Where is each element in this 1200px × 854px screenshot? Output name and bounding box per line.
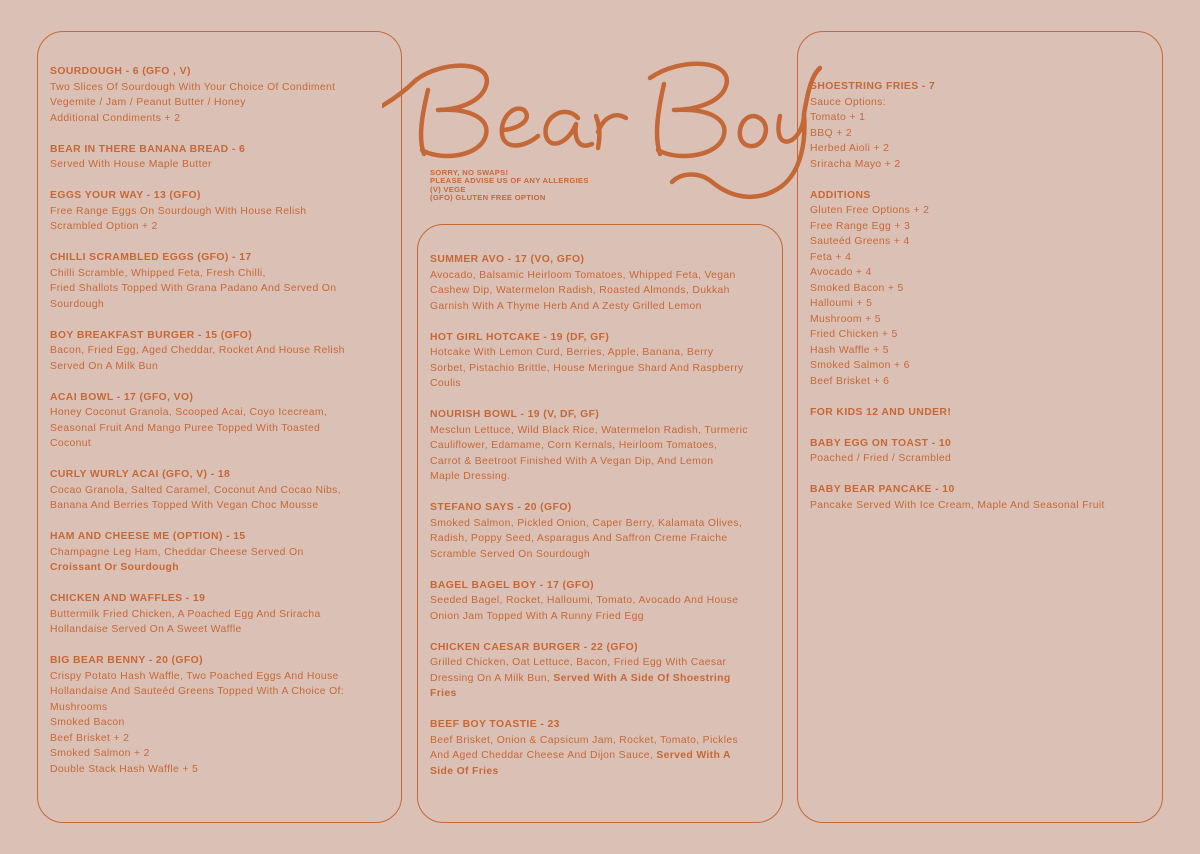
menu-item-description [50, 715, 390, 731]
menu-item-title: ADDITIONS [810, 189, 871, 201]
menu-item-description [430, 748, 775, 764]
description-text: Smoked Bacon [50, 717, 125, 728]
menu-item-description [50, 219, 390, 235]
description-text: Scramble Served On Sourdough [430, 548, 590, 560]
description-text: BBQ + 2 [810, 127, 853, 139]
menu-item-description [810, 141, 1150, 157]
menu-item-description [50, 731, 390, 747]
description-text: Cocao Granola, Salted Caramel, Coconut And Cocao Nibs, [50, 484, 341, 496]
menu-item [430, 252, 775, 314]
menu-item [50, 188, 390, 235]
menu-item-title: BOY BREAKFAST BURGER - 15 (GFO) [50, 329, 253, 341]
menu-item-description [810, 327, 1150, 343]
description-text: Sriracha Mayo + 2 [810, 158, 901, 170]
menu-item [810, 482, 1150, 513]
menu-item-description [50, 545, 390, 561]
menu-item [50, 142, 390, 173]
menu-item-title: SHOESTRING FRIES - 7 [810, 81, 936, 92]
menu-item [430, 640, 775, 702]
right-menu-column [810, 79, 1150, 529]
menu-item-description [430, 469, 775, 485]
middle-menu-column [430, 252, 775, 795]
menu-item-description [50, 607, 390, 623]
menu-item-description [810, 126, 1150, 142]
menu-item-description [50, 157, 390, 173]
menu-item-title: SUMMER AVO - 17 (VO, GFO) [430, 254, 585, 265]
menu-item-description [810, 157, 1150, 173]
menu-item-description [810, 281, 1150, 297]
description-text: Scrambled Option + 2 [50, 221, 158, 232]
menu-item-description [430, 671, 775, 687]
menu-item-description [810, 110, 1150, 126]
description-text: Herbed Aioli + 2 [810, 143, 890, 154]
menu-item-description [810, 265, 1150, 281]
menu-item-title: ACAI BOWL - 17 (GFO, VO) [50, 391, 194, 403]
menu-item-title: SOURDOUGH - 6 (GFO , V) [50, 66, 191, 77]
menu-item-title: EGGS YOUR WAY - 13 (GFO) [50, 190, 201, 201]
menu-item-description [50, 560, 390, 576]
description-text: Hash Waffle + 5 [810, 344, 889, 356]
menu-item-description [50, 436, 390, 452]
description-text: Tomato + 1 [810, 112, 866, 123]
menu-item-description [50, 700, 390, 716]
description-text: Smoked Salmon + 6 [810, 360, 910, 371]
description-text: Poached / Fried / Scrambled [810, 453, 952, 464]
menu-item-title: CHICKEN AND WAFFLES - 19 [50, 593, 206, 604]
menu-item [50, 591, 390, 638]
menu-item-description [430, 361, 775, 377]
description-text: Double Stack Hash Waffle + 5 [50, 763, 199, 775]
menu-item-title: HAM AND CHEESE ME (OPTION) - 15 [50, 531, 246, 542]
menu-item-title: BIG BEAR BENNY - 20 (GFO) [50, 655, 203, 666]
menu-item-description [430, 686, 775, 702]
description-text: Two Slices Of Sourdough With Your Choice Of Condiment [50, 81, 336, 93]
menu-item-description [50, 405, 390, 421]
menu-item [430, 717, 775, 779]
menu-item-description [430, 609, 775, 625]
menu-item-title: CHICKEN CAESAR BURGER - 22 (GFO) [430, 641, 638, 653]
menu-item-title: FOR KIDS 12 AND UNDER! [810, 406, 952, 418]
menu-item-title: BEAR IN THERE BANANA BREAD - 6 [50, 143, 246, 155]
menu-item-description [430, 345, 775, 361]
menu-item-description [810, 203, 1150, 219]
description-text: Buttermilk Fried Chicken, A Poached Egg And Sriracha [50, 608, 321, 620]
menu-item-description [430, 764, 775, 780]
menu-item-description [50, 622, 390, 638]
menu-item-description [810, 343, 1150, 359]
menu-item-description [430, 547, 775, 563]
menu-item-description [430, 733, 775, 749]
description-text: Grilled Chicken, Oat Lettuce, Bacon, Fried Egg With Caesar [430, 657, 727, 668]
menu-item-title: HOT GIRL HOTCAKE - 19 (DF, GF) [430, 331, 610, 343]
description-text: Garnish With A Thyme Herb And A Zesty Grilled Lemon [430, 300, 702, 312]
menu-item-description [50, 297, 390, 313]
description-text: Served With House Maple Butter [50, 159, 212, 170]
menu-item-description [430, 516, 775, 532]
description-text: Hollandaise And Sauteéd Greens Topped With A Choice Of: [50, 686, 345, 697]
menu-item [50, 250, 390, 312]
menu-item-description [430, 283, 775, 299]
notice-line: (GFO) GLUTEN FREE OPTION [430, 193, 546, 203]
menu-item [810, 79, 1150, 172]
description-text: Smoked Salmon, Pickled Onion, Caper Berry, Kalamata Olives, [430, 517, 743, 529]
menu-item-description [50, 359, 390, 375]
menu-item-description [430, 299, 775, 315]
description-text: Banana And Berries Topped With Vegan Choc Mousse [50, 500, 319, 511]
notice-line: SORRY, NO SWAPS! [430, 168, 509, 177]
menu-item-description [430, 655, 775, 671]
menu-item [50, 653, 390, 777]
menu-item-description [810, 296, 1150, 312]
description-text: Gluten Free Options + 2 [810, 205, 930, 216]
description-text: Carrot & Beetroot Finished With A Vegan Dip, And Lemon [430, 455, 714, 467]
description-text: Beef Brisket + 6 [810, 375, 890, 387]
menu-item-title: BABY BEAR PANCAKE - 10 [810, 484, 955, 495]
menu-item-description [50, 343, 390, 359]
description-text: Seeded Bagel, Rocket, Halloumi, Tomato, Avocado And House [430, 595, 739, 606]
description-text: Bacon, Fried Egg, Aged Cheddar, Rocket And House Relish [50, 345, 345, 356]
menu-item-description [810, 95, 1150, 111]
description-text: And Aged Cheddar Cheese And Dijon Sauce, [430, 750, 657, 761]
description-text: Beef Brisket, Onion & Capsicum Jam, Rocket, Tomato, Pickles [430, 734, 739, 746]
menu-item-description [810, 358, 1150, 374]
menu-item [810, 188, 1150, 390]
description-text: Cashew Dip, Watermelon Radish, Roasted Almonds, Dukkah [430, 285, 730, 296]
menu-item-description [50, 762, 390, 778]
description-text: Vegemite / Jam / Peanut Butter / Honey [50, 97, 246, 108]
menu-item-description [430, 423, 775, 439]
menu-item-description [50, 684, 390, 700]
menu-item-description [810, 234, 1150, 250]
description-text: Sauce Options: [810, 96, 886, 108]
menu-item [50, 467, 390, 514]
description-text: Sauteéd Greens + 4 [810, 236, 910, 247]
description-bold-text: Side Of Fries [430, 765, 499, 777]
menu-item-description [50, 281, 390, 297]
left-menu-column [50, 64, 390, 793]
description-text: Coulis [430, 378, 461, 389]
menu-item [430, 330, 775, 392]
menu-item-description [430, 376, 775, 392]
menu-item-description [430, 268, 775, 284]
menu-item-title: STEFANO SAYS - 20 (GFO) [430, 502, 572, 513]
menu-item-description [810, 374, 1150, 390]
menu-item-title: BAGEL BAGEL BOY - 17 (GFO) [430, 579, 594, 591]
description-text: Cauliflower, Edamame, Corn Kernals, Heirloom Tomatoes, [430, 440, 718, 451]
menu-item-description [50, 421, 390, 437]
menu-item [810, 405, 1150, 421]
description-bold-text: Croissant Or Sourdough [50, 562, 179, 573]
menu-item-description [810, 312, 1150, 328]
description-text: Additional Condiments + 2 [50, 112, 181, 124]
description-text: Avocado, Balsamic Heirloom Tomatoes, Whipped Feta, Vegan [430, 269, 736, 281]
logo-text: Bear Boy [599, 120, 605, 121]
menu-item [430, 500, 775, 562]
menu-item-description [50, 204, 390, 220]
description-bold-text: Served With A [656, 750, 731, 761]
description-text: Sourdough [50, 298, 104, 310]
description-text: Beef Brisket + 2 [50, 732, 130, 744]
menu-item-description [810, 250, 1150, 266]
menu-item-description [810, 219, 1150, 235]
menu-item-description [430, 454, 775, 470]
description-text: Smoked Bacon + 5 [810, 282, 904, 294]
description-text: Avocado + 4 [810, 267, 872, 278]
description-text: Free Range Egg + 3 [810, 220, 911, 232]
description-bold-text: Fries [430, 688, 457, 699]
description-text: Free Range Eggs On Sourdough With House Relish [50, 205, 307, 217]
notice-line: (V) VEGE [430, 184, 466, 194]
notice-line: PLEASE ADVISE US OF ANY ALLERGIES [430, 176, 589, 186]
menu-item [50, 328, 390, 375]
description-text: Fried Shallots Topped With Grana Padano And Served On [50, 283, 337, 294]
description-text: Hollandaise Served On A Sweet Waffle [50, 624, 242, 635]
description-text: Honey Coconut Granola, Scooped Acai, Coyo Icecream, [50, 407, 328, 418]
description-text: Maple Dressing. [430, 471, 511, 482]
description-text: Mushrooms [50, 701, 108, 713]
description-bold-text: Served With A Side Of Shoestring [553, 672, 731, 684]
description-text: Coconut [50, 438, 92, 449]
menu-item-description [430, 593, 775, 609]
description-text: Smoked Salmon + 2 [50, 748, 150, 759]
description-text: Pancake Served With Ice Cream, Maple And Seasonal Fruit [810, 499, 1105, 511]
menu-item [430, 407, 775, 485]
description-text: Chilli Scramble, Whipped Feta, Fresh Chilli, [50, 267, 266, 279]
description-text: Dressing On A Milk Bun, [430, 672, 554, 684]
description-text: Radish, Poppy Seed, Asparagus And Saffron Creme Fraiche [430, 533, 728, 544]
description-text: Served On A Milk Bun [50, 360, 159, 372]
menu-item-description [430, 438, 775, 454]
description-text: Feta + 4 [810, 251, 852, 263]
menu-item-description [50, 498, 390, 514]
menu-item-title: CURLY WURLY ACAI (GFO, V) - 18 [50, 469, 231, 480]
menu-item [50, 390, 390, 452]
menu-item-description [50, 95, 390, 111]
menu-item-title: BABY EGG ON TOAST - 10 [810, 437, 952, 449]
description-text: Mushroom + 5 [810, 313, 881, 325]
menu-item-title: NOURISH BOWL - 19 (V, DF, GF) [430, 409, 600, 420]
allergy-notice [430, 169, 690, 203]
description-text: Onion Jam Topped With A Runny Fried Egg [430, 610, 644, 622]
menu-item-description [50, 266, 390, 282]
menu-item-description [50, 111, 390, 127]
menu-item [50, 64, 390, 126]
description-text: Sorbet, Pistachio Brittle, House Meringue Shard And Raspberry [430, 362, 744, 374]
menu-item-title: CHILLI SCRAMBLED EGGS (GFO) - 17 [50, 252, 252, 263]
description-text: Fried Chicken + 5 [810, 329, 898, 340]
menu-item [810, 436, 1150, 467]
description-text: Hotcake With Lemon Curd, Berries, Apple, Banana, Berry [430, 347, 714, 358]
menu-item-title: BEEF BOY TOASTIE - 23 [430, 719, 560, 730]
menu-item-description [50, 746, 390, 762]
description-text: Seasonal Fruit And Mango Puree Topped With Toasted [50, 422, 321, 434]
menu-item [430, 578, 775, 625]
menu-item-description [50, 669, 390, 685]
description-text: Crispy Potato Hash Waffle, Two Poached Eggs And House [50, 670, 339, 682]
menu-item-description [810, 498, 1150, 514]
description-text: Mesclun Lettuce, Wild Black Rice, Watermelon Radish, Turmeric [430, 424, 748, 436]
menu-item [50, 529, 390, 576]
menu-item-description [430, 531, 775, 547]
menu-item-description [50, 483, 390, 499]
menu-item-description [50, 80, 390, 96]
menu-item-description [810, 451, 1150, 467]
description-text: Champagne Leg Ham, Cheddar Cheese Served On [50, 546, 304, 558]
description-text: Halloumi + 5 [810, 298, 873, 309]
